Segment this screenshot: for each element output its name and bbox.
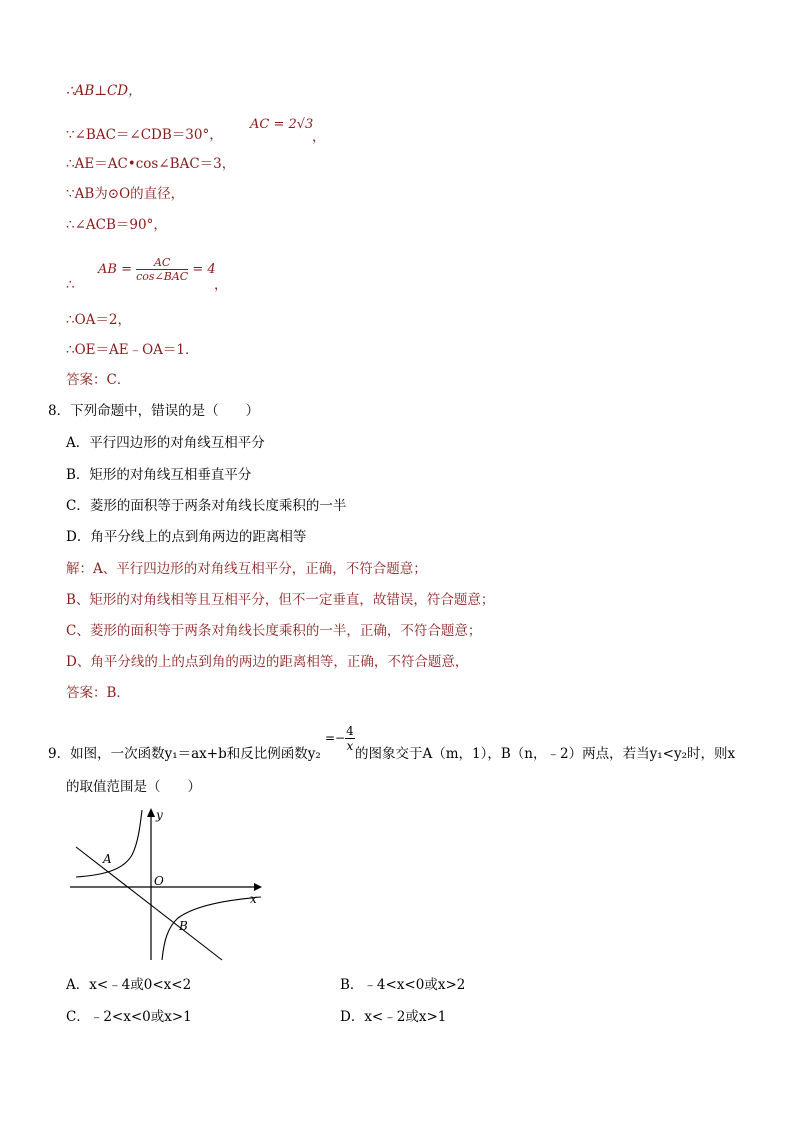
solution-line-2 bbox=[66, 126, 223, 144]
question-9-option-c: C．﹣2<x<0或x>1 bbox=[66, 1009, 192, 1025]
question-9-stem-part3: 的取值范围是（ ） bbox=[66, 779, 201, 795]
formula-ab-fraction bbox=[136, 256, 188, 283]
question-8-option-c: C．菱形的面积等于两条对角线长度乘积的一半 bbox=[66, 498, 347, 514]
answer-8: 答案：B． bbox=[66, 685, 130, 701]
question-9-fraction bbox=[325, 724, 355, 753]
question-8-option-d: D．角平分线上的点到角两边的距离相等 bbox=[66, 529, 307, 545]
solution-line-3: ∴AE＝AC•cos∠BAC＝3， bbox=[66, 156, 236, 172]
formula-ab-comma: ， bbox=[214, 277, 228, 293]
solution-line-4: ∵AB为⊙O的直径， bbox=[66, 186, 185, 202]
question-9-option-a: A．x<﹣4或0<x<2 bbox=[66, 977, 192, 993]
solution-line-5: ∴∠ACB＝90°， bbox=[66, 217, 167, 233]
linear-function-line bbox=[76, 847, 222, 960]
solution-line-7: ∴OA＝2， bbox=[66, 312, 131, 328]
formula-ab-denominator: cos∠BAC bbox=[136, 270, 189, 283]
solution-line-1: ∴AB⊥CD， bbox=[66, 83, 142, 99]
answer-7: 答案：C． bbox=[66, 372, 131, 388]
question-8-solution-c: C、菱形的面积等于两条对角线长度乘积的一半，正确，不符合题意； bbox=[66, 623, 482, 639]
question-8-solution-b: B、矩形的对角线相等且互相平分，但不一定垂直，故错误，符合题意； bbox=[66, 592, 495, 608]
x-axis-arrow bbox=[254, 883, 262, 891]
question-8-solution-a: 解：A、平行四边形的对角线互相平分，正确，不符合题意； bbox=[66, 561, 427, 577]
question-9-fraction-sign: =− bbox=[325, 731, 346, 745]
question-8-solution-d: D、角平分线的上的点到角的两边的距离相等，正确，不符合题意， bbox=[66, 654, 469, 670]
point-a-label: A bbox=[103, 852, 112, 866]
question-8-option-b: B．矩形的对角线互相垂直平分 bbox=[66, 467, 252, 483]
formula-ac-comma: ， bbox=[312, 129, 326, 145]
point-b-label: B bbox=[179, 919, 188, 933]
question-9-option-b: B．﹣4<x<0或x>2 bbox=[340, 977, 466, 993]
origin-label: O bbox=[154, 874, 164, 888]
y-axis-arrow bbox=[147, 808, 155, 817]
y-axis-label: y bbox=[156, 808, 163, 822]
solution-line-2-text: ∵∠BAC＝∠CDB＝30°， bbox=[66, 127, 223, 143]
formula-ac: AC = 2√3 bbox=[250, 117, 314, 132]
question-9-option-d: D．x<﹣2或x>1 bbox=[340, 1009, 447, 1025]
question-8-stem: 8．下列命题中，错误的是（ ） bbox=[48, 403, 260, 419]
formula-ab-numerator: AC bbox=[136, 256, 188, 270]
function-graph bbox=[66, 805, 266, 965]
formula-ab bbox=[98, 256, 216, 283]
solution-line-6-therefore: ∴ bbox=[66, 277, 75, 293]
x-axis-label: x bbox=[250, 892, 257, 906]
solution-line-8: ∴OE＝AE﹣OA＝1． bbox=[66, 342, 199, 358]
formula-ab-rhs: = 4 bbox=[192, 262, 216, 277]
question-8-option-a: A．平行四边形的对角线互相平分 bbox=[66, 435, 265, 451]
hyperbola-branch-lower bbox=[162, 897, 261, 960]
question-9-fraction-den: x bbox=[346, 739, 354, 753]
question-9-fraction-num: 4 bbox=[346, 724, 354, 738]
question-9-stem-part1: 9．如图，一次函数y₁＝ax+b和反比例函数y₂ bbox=[48, 746, 321, 762]
hyperbola-branch-upper bbox=[76, 810, 142, 877]
formula-ab-lhs: AB = bbox=[98, 262, 132, 277]
question-9-stem-part2: 的图象交于A（m，1），B（n，﹣2）两点，若当y₁<y₂时，则x bbox=[355, 746, 736, 762]
